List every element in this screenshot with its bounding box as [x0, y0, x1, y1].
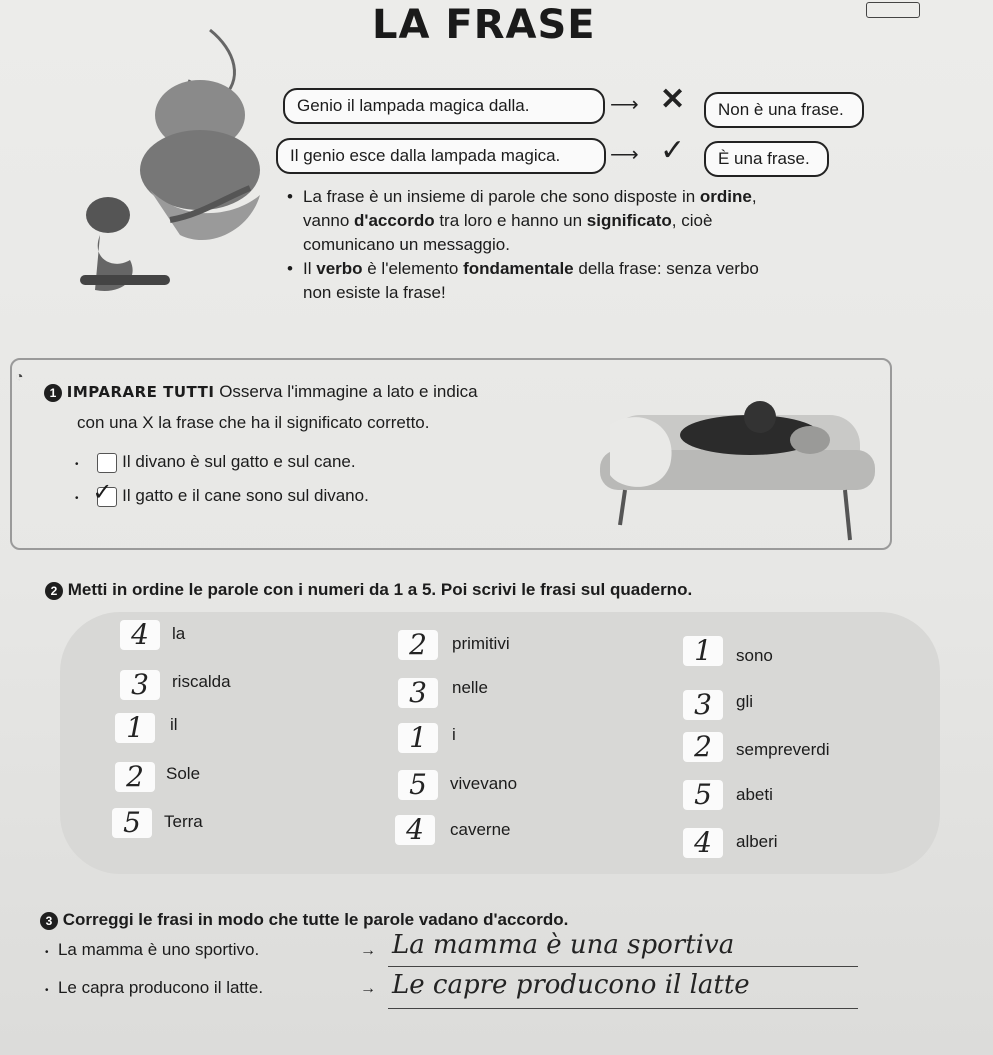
- number-input[interactable]: 2: [115, 762, 155, 792]
- option-1-checkbox[interactable]: [97, 453, 117, 473]
- page-title: LA FRASE: [372, 2, 596, 48]
- example-right-result: È una frase.: [704, 141, 829, 177]
- number-input[interactable]: 1: [683, 636, 723, 666]
- number-input[interactable]: 5: [112, 808, 152, 838]
- number-input[interactable]: 5: [683, 780, 723, 810]
- word-label: primitivi: [452, 634, 510, 653]
- sentence-2: • Le capra producono il latte.: [45, 978, 264, 997]
- word-label: il: [170, 715, 178, 734]
- word-label: riscalda: [172, 672, 231, 691]
- answer-2[interactable]: Le capre producono il latte: [392, 970, 750, 1000]
- option-1: • Il divano è sul gatto e sul cane.: [75, 452, 356, 471]
- exercise-1-header: [44, 382, 478, 402]
- exercise-tag: IMPARARE TUTTI: [66, 383, 215, 401]
- rule-2: • Il verbo è l'elemento fondamentale della frase: senza verbo non esiste la frase!: [285, 257, 865, 305]
- number-input[interactable]: 3: [120, 670, 160, 700]
- answer-1[interactable]: La mamma è una sportiva: [392, 930, 735, 960]
- word-label: alberi: [736, 832, 778, 851]
- answer-line: [388, 1008, 858, 1009]
- word-label: caverne: [450, 820, 511, 839]
- exercise-number: 1: [44, 384, 62, 402]
- number-input[interactable]: 1: [115, 713, 155, 743]
- ear-icon: ◔: [15, 368, 24, 384]
- word-label: vivevano: [450, 774, 518, 793]
- number-input[interactable]: 1: [398, 723, 438, 753]
- word-label: gli: [736, 692, 754, 711]
- genie-illustration: [60, 20, 290, 310]
- number-input[interactable]: 2: [683, 732, 723, 762]
- arrow-icon: →: [360, 942, 376, 959]
- exercise-3-instruction: Correggi le frasi in modo che tutte le parole vadano d'accordo.: [62, 910, 569, 929]
- word-label: Terra: [164, 812, 203, 831]
- word-label: sempreverdi: [736, 740, 830, 759]
- arrow-icon: ⟶: [610, 94, 639, 116]
- cross-icon: ✕: [660, 83, 686, 116]
- exercise-number: 3: [40, 912, 58, 930]
- example-wrong: Genio il lampada magica dalla.: [283, 88, 605, 124]
- arrow-icon: →: [360, 980, 376, 997]
- sentence-1: • La mamma è uno sportivo.: [45, 940, 260, 959]
- word-label: abeti: [736, 785, 773, 804]
- number-input[interactable]: 2: [398, 630, 438, 660]
- exercise-2-header: [45, 580, 692, 600]
- exercise-number: 2: [45, 582, 63, 600]
- number-input[interactable]: 4: [683, 828, 723, 858]
- word-label: sono: [736, 646, 773, 665]
- number-input[interactable]: 4: [395, 815, 435, 845]
- example-right: Il genio esce dalla lampada magica.: [276, 138, 606, 174]
- arrow-icon: ⟶: [610, 144, 639, 166]
- number-input[interactable]: 3: [398, 678, 438, 708]
- exercise-1-instruction-2: con una X la frase che ha il significato corretto.: [77, 413, 430, 432]
- word-label: Sole: [166, 764, 201, 783]
- number-input[interactable]: 5: [398, 770, 438, 800]
- word-label: la: [172, 624, 186, 643]
- number-input[interactable]: 3: [683, 690, 723, 720]
- option-2-checkbox[interactable]: [92, 478, 117, 507]
- exercise-1-instruction: Osserva l'immagine a lato e indica: [219, 382, 478, 401]
- option-2: • ✓ Il gatto e il cane sono sul divano.: [75, 478, 369, 506]
- checked-mark-icon: ✓: [92, 478, 113, 506]
- qr-code-icon: [866, 2, 920, 18]
- check-icon: ✓: [660, 134, 686, 167]
- sofa-dog-cat-illustration: [600, 395, 885, 545]
- number-input[interactable]: 4: [120, 620, 160, 650]
- exercise-2-instruction: Metti in ordine le parole con i numeri da 1 a 5. Poi scrivi le frasi sul quaderno.: [67, 580, 693, 599]
- rule-1: • La frase è un insieme di parole che sono disposte in ordine, vanno d'accordo tra loro e hanno un significato, cioè comunicano un messaggio.: [285, 185, 865, 257]
- word-label: i: [452, 725, 456, 744]
- exercise-3-header: [40, 910, 568, 930]
- rules-list: [285, 185, 865, 305]
- example-wrong-result: Non è una frase.: [704, 92, 864, 128]
- word-label: nelle: [452, 678, 488, 697]
- answer-line: [388, 966, 858, 967]
